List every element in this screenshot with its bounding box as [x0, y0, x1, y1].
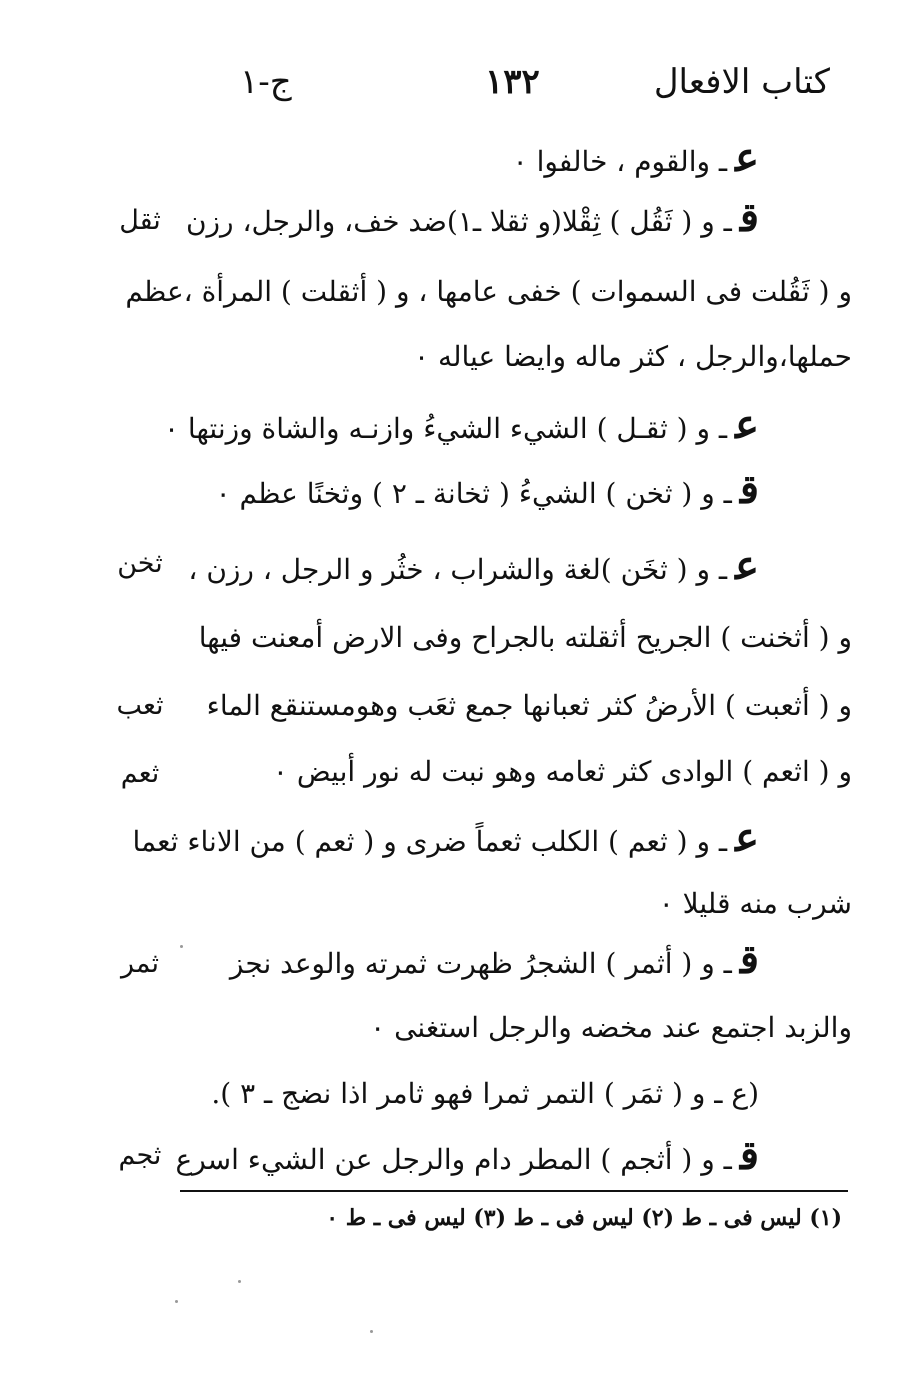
footnote-divider	[180, 1190, 848, 1192]
scan-speck	[238, 1280, 241, 1283]
text-line	[163, 401, 759, 449]
margin-headword: ثقل	[119, 205, 161, 236]
scan-speck	[175, 1300, 178, 1303]
text-line	[273, 752, 852, 796]
line-text: و ( ثَقُلت فى السموات ) خفى عامها ، و ( أثقلت ) المرأة ،عظم	[125, 275, 852, 308]
margin-headword: ثمر	[120, 948, 160, 979]
margin-headword: ثعب	[116, 690, 164, 721]
text-line	[659, 884, 852, 928]
footnote: (١) ليس فى ـ ط (٢) ليس فى ـ ط (٣) ليس فى ـ ط ٠	[326, 1205, 842, 1231]
line-text: (ع ـ و ( ثمَر ) التمر ثمرا فهو ثامر اذا نضج ـ ٣ ).	[211, 1077, 759, 1110]
scan-speck	[180, 945, 183, 948]
line-text: ـ و ( ثخَن )لغة والشراب ، خثُر و الرجل ، رزن ،	[188, 553, 728, 586]
section-marker: ع	[735, 814, 759, 861]
text-line	[199, 618, 852, 662]
line-text: ـ و ( ثَقُل ) ثِقْلا(و ثقلا ـ١)ضد خف، والرجل، رزن	[185, 205, 732, 238]
section-marker: ق	[739, 936, 759, 983]
section-marker: ق	[739, 466, 759, 513]
line-text: و ( اثعم ) الوادى كثر ثعامه وهو نبت له نور أبيض ٠	[272, 755, 852, 788]
section-marker: ق	[739, 194, 759, 241]
page-header	[200, 62, 830, 112]
margin-headword: ثعم	[120, 758, 160, 789]
line-text: ـ و ( أثمر ) الشجرُ ظهرت ثمرته والوعد نجز	[229, 947, 732, 980]
text-line	[215, 466, 759, 514]
line-text: ـ و ( ثقـل ) الشيء الشيءُ وازنـه والشاة وزنتها ٠	[163, 412, 728, 445]
line-text: ـ و ( أثجم ) المطر دام والرجل عن الشيء اسرع	[175, 1143, 732, 1176]
volume-label: ج-١	[240, 62, 292, 102]
text-line	[229, 936, 759, 984]
line-text: و ( أثعبت ) الأرضُ كثر ثعبانها جمع ثعَب وهومستنقع الماء	[206, 689, 852, 722]
line-text: حملها،والرجل ، كثر ماله وايضا عياله ٠	[414, 340, 852, 373]
book-title: كتاب الافعال	[653, 62, 830, 102]
text-line	[370, 1008, 852, 1052]
text-line	[185, 194, 759, 242]
text-line	[188, 542, 759, 590]
section-marker: ع	[735, 542, 759, 589]
line-text: ـ والقوم ، خالفوا ٠	[512, 145, 728, 178]
line-text: والزبد اجتمع عند مخضه والرجل استغنى ٠	[370, 1011, 852, 1044]
line-text: شرب منه قليلا ٠	[658, 887, 852, 920]
text-line	[512, 134, 759, 182]
section-marker: ع	[735, 401, 759, 448]
section-marker: ق	[739, 1132, 759, 1179]
section-marker: ع	[735, 134, 759, 181]
page-number: ١٣٢	[485, 62, 540, 102]
scan-speck	[370, 1330, 373, 1333]
text-line	[125, 272, 852, 316]
text-line	[132, 814, 759, 862]
text-line	[175, 1132, 760, 1180]
line-text: و ( أثخنت ) الجريح أثقلته بالجراح وفى الارض أمعنت فيها	[198, 621, 852, 654]
text-line	[207, 686, 852, 730]
margin-headword: ثخن	[117, 548, 163, 579]
text-line	[211, 1074, 759, 1118]
line-text: ـ و ( ثخن ) الشيءُ ( ثخانة ـ ٢ ) وثخنًا عظم ٠	[215, 477, 732, 510]
line-text: ـ و ( ثعم ) الكلب ثعماً ضرى و ( ثعم ) من الاناء ثعما	[132, 825, 728, 858]
margin-headword: ثجم	[118, 1140, 162, 1171]
text-line	[414, 337, 852, 381]
